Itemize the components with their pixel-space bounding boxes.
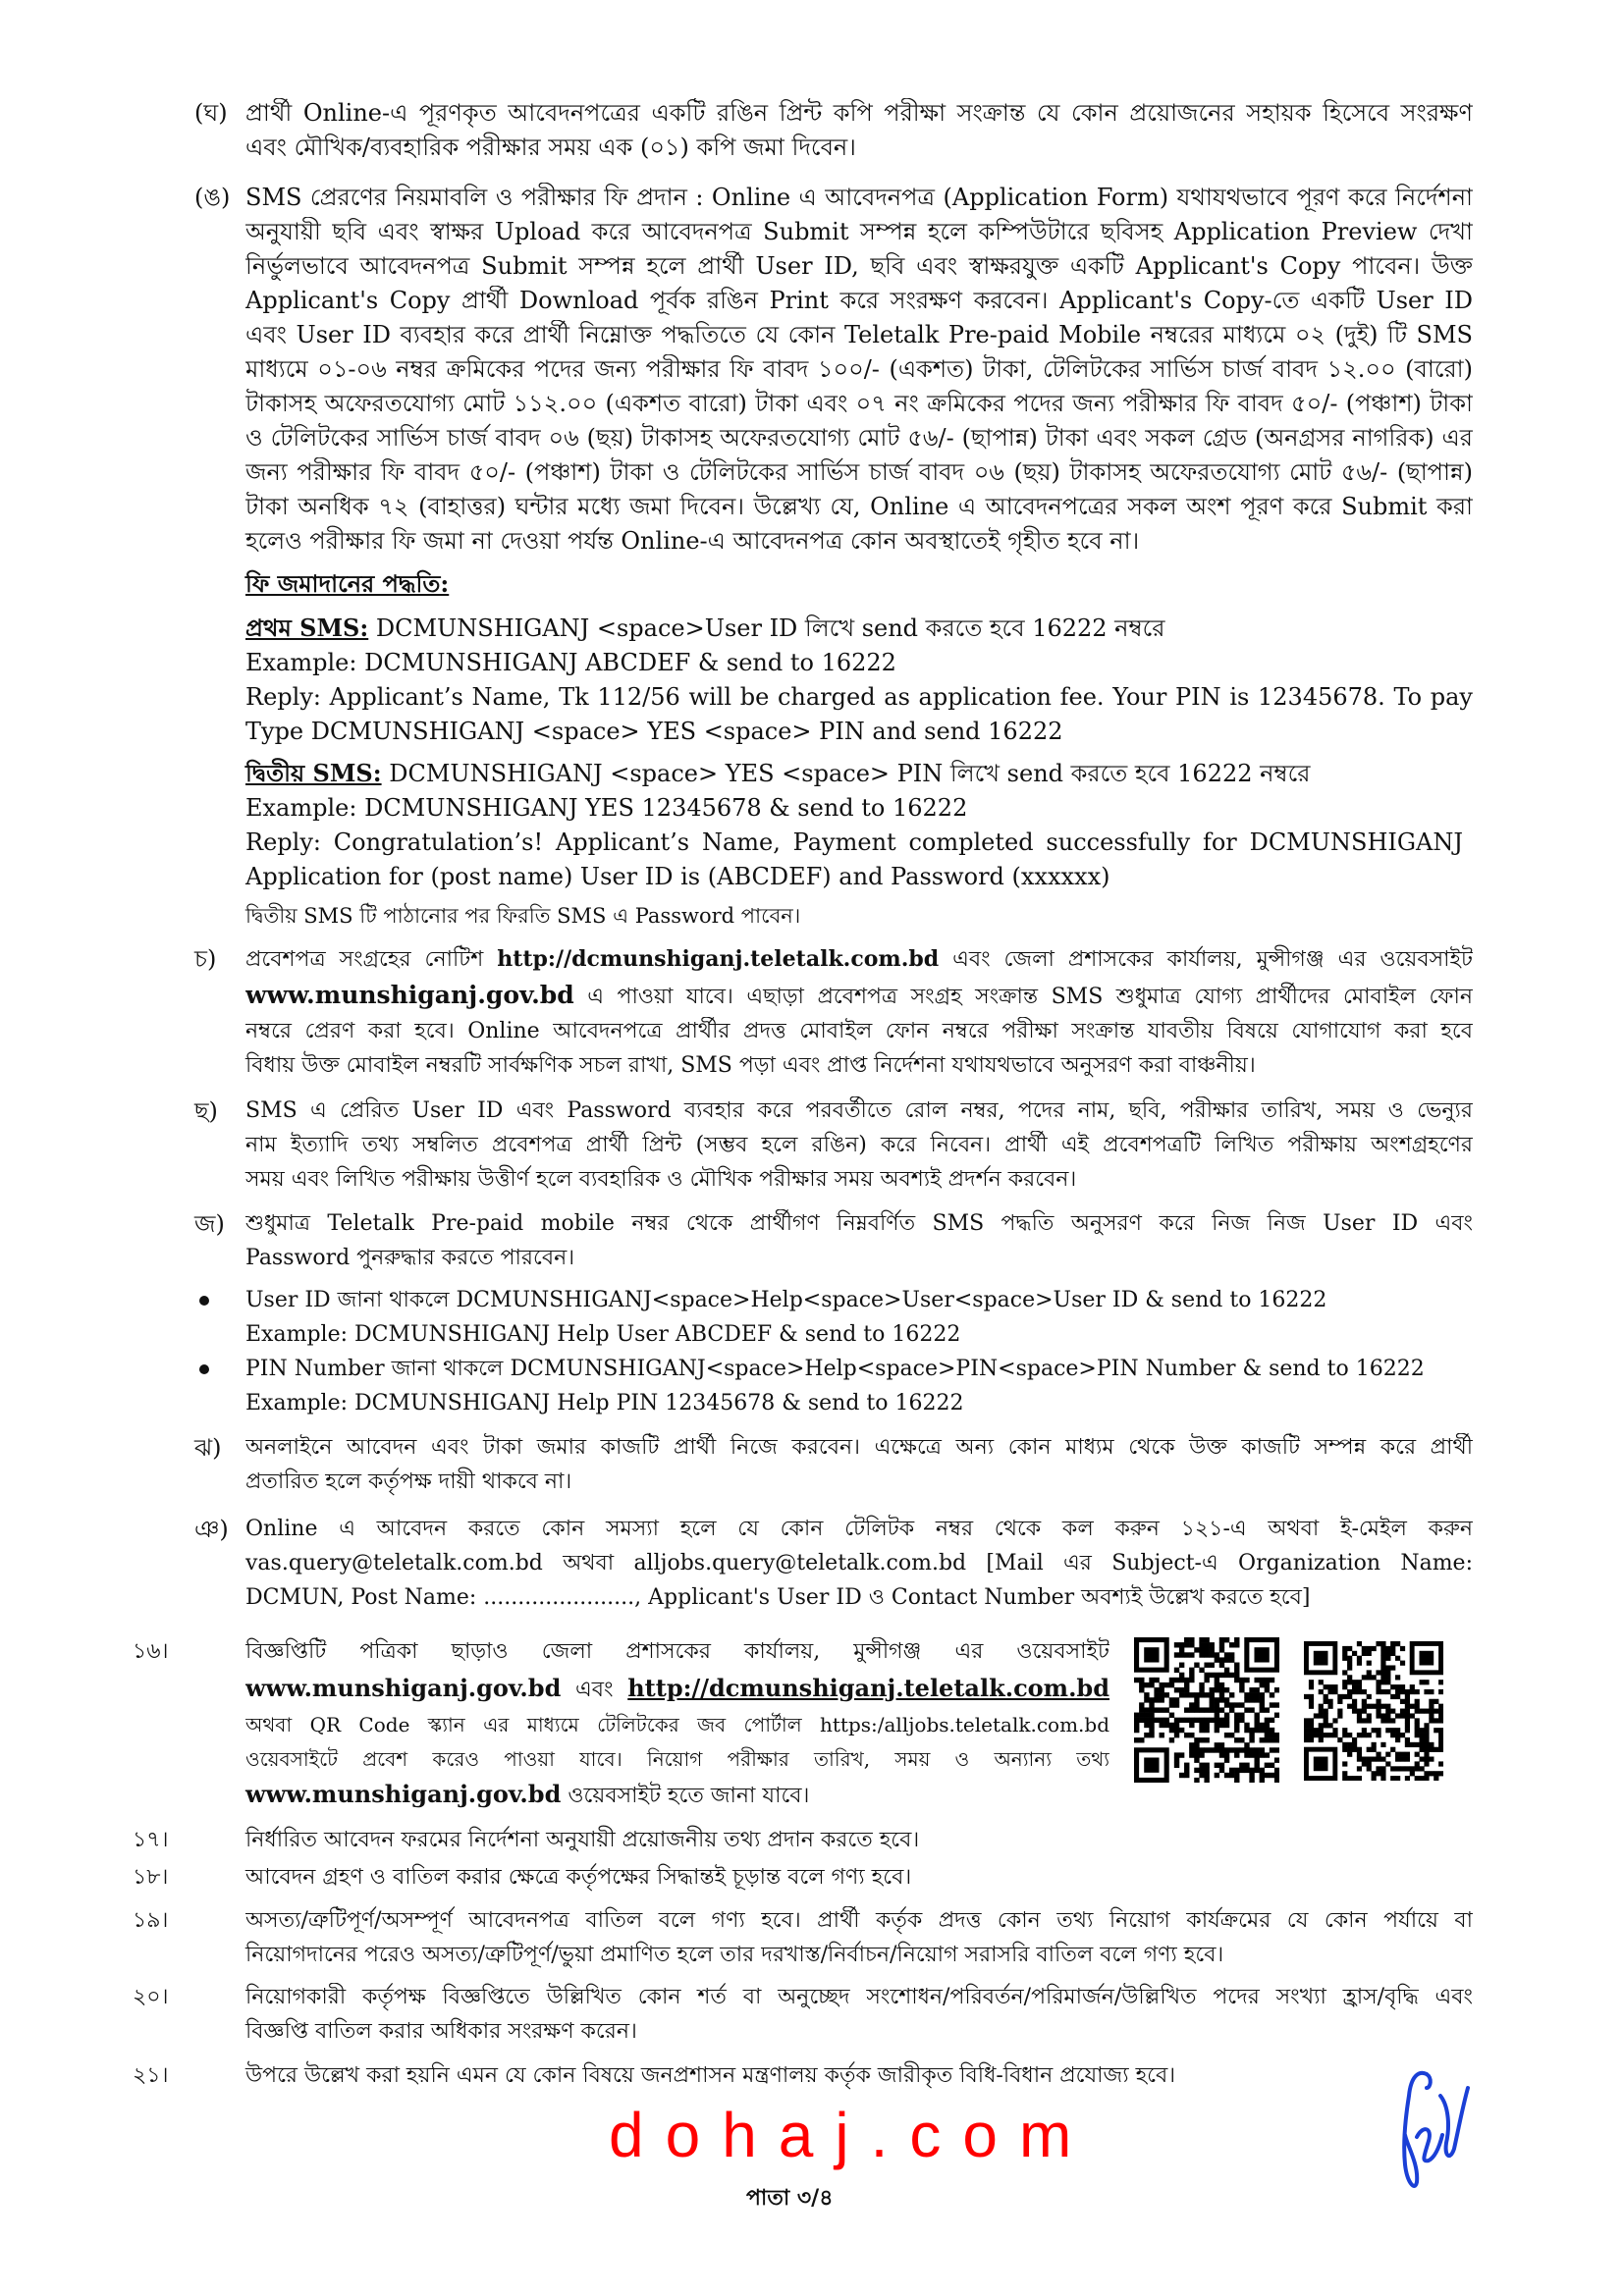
bullet-icon <box>199 1364 209 1374</box>
fee-method-heading: ফি জমাদানের পদ্ধতি: <box>245 569 450 598</box>
text: এবং জেলা প্রশাসকের কার্যালয়, মুন্সীগঞ্জ এর ওয়েবসাইট <box>939 947 1473 972</box>
first-sms-text: DCMUNSHIGANJ <space>User ID লিখে send করতে হবে 16222 নম্বরে <box>368 614 1165 642</box>
item-number: ১৬। <box>133 1639 169 1664</box>
paragraph-line: Password পুনরুদ্ধার করতে পারবেন। <box>245 1246 575 1270</box>
paragraph-line: উপরে উল্লেখ করা হয়নি এমন যে কোন বিষয়ে জনপ্রশাসন মন্ত্রণালয় কর্তৃক জারীকৃত বিধি-বিধান প্রযোজ্য হবে। <box>245 2063 1176 2088</box>
paragraph-line: SMS প্রেরণের নিয়মাবলি ও পরীক্ষার ফি প্রদান : Online এ আবেদনপত্র (Application Form) যথাযথভাবে পূরণ করে নির্দেশনা <box>245 184 1473 211</box>
first-sms-reply: Reply: Applicant’s Name, Tk 112/56 will be charged as application fee. Your PIN is 12345678. To pay <box>245 683 1473 711</box>
second-sms-line <box>245 759 1310 788</box>
item-number: ২০। <box>133 1985 169 2009</box>
paragraph-line: হলেও পরীক্ষার ফি জমা না দেওয়া পর্যন্ত Online-এ আবেদনপত্র কোন অবস্থাতেই গৃহীত হবে না। <box>245 527 1140 555</box>
text: ওয়েবসাইট হতে জানা যাবে। <box>561 1784 810 1808</box>
paragraph-line: Online এ আবেদন করতে কোন সমস্যা হলে যে কোন টেলিটক নম্বর থেকে কল করুন ১২১-এ অথবা ই-মেইল করুন <box>245 1517 1473 1541</box>
paragraph-line: নম্বরে প্রেরণ করা হবে। Online আবেদনপত্রে প্রার্থীর প্রদত্ত মোবাইল ফোন নম্বরে পরীক্ষা সংক্রান্ত যাবতীয় বিষয়ে যোগাযোগ করা হবে <box>245 1019 1473 1043</box>
paragraph-line <box>245 981 1473 1010</box>
paragraph-line: সময় এবং লিখিত পরীক্ষায় উত্তীর্ণ হলে ব্যবহারিক ও মৌখিক পরীক্ষার সময় অবশ্যই প্রদর্শন করবেন। <box>245 1167 1077 1192</box>
paragraph-line: এবং মৌখিক/ব্যবহারিক পরীক্ষার সময় এক (০১) কপি জমা দিবেন। <box>245 133 856 161</box>
paragraph-line: অসত্য/ত্রুটিপূর্ণ/অসম্পূর্ণ আবেদনপত্র বাতিল বলে গণ্য হবে। প্রার্থী কর্তৃক প্রদত্ত কোন তথ্য নিয়োগ কার্যক্রমের যে কোন পর্যায়ে বা <box>245 1908 1473 1933</box>
paragraph-line <box>245 1780 809 1809</box>
paragraph-line: অনুযায়ী ছবি এবং স্বাক্ষর Upload করে আবেদনপত্র Submit সম্পন্ন হলে কম্পিউটারে ছবিসহ Application Preview দেখা <box>245 218 1473 245</box>
bullet-line: PIN Number জানা থাকলে DCMUNSHIGANJ<space>Help<space>PIN<space>PIN Number & send to 16222 <box>245 1357 1425 1381</box>
munshiganj-link[interactable]: www.munshiganj.gov.bd <box>245 1674 562 1702</box>
item-label: জ) <box>194 1210 225 1238</box>
paragraph-line <box>245 944 1473 974</box>
watermark: dohaj.com <box>609 2100 1094 2170</box>
paragraph-line <box>245 1674 1109 1703</box>
first-sms-example: Example: DCMUNSHIGANJ ABCDEF & send to 16222 <box>245 649 896 676</box>
second-sms-text: DCMUNSHIGANJ <space> YES <space> PIN লিখে send করতে হবে 16222 নম্বরে <box>381 760 1311 787</box>
paragraph-line: জন্য পরীক্ষার ফি বাবদ ৫০/- (পঞ্চাশ) টাকা ও টেলিটকের সার্ভিস চার্জ বাবদ ০৬ (ছয়) টাকাসহ অফেরতযোগ্য মোট ৫৬/- (ছাপান্ন) <box>245 458 1473 486</box>
bullet-line: User ID জানা থাকলে DCMUNSHIGANJ<space>Help<space>User<space>User ID & send to 16222 <box>245 1288 1327 1312</box>
paragraph-line: বিজ্ঞপ্তি বাতিল করার অধিকার সংরক্ষণ করেন। <box>245 2019 637 2044</box>
paragraph-line: অথবা QR Code স্ক্যান এর মাধ্যমে টেলিটকের জব পোর্টাল https:/alljobs.teletalk.com.bd <box>245 1713 1109 1736</box>
first-sms-line <box>245 614 1164 643</box>
paragraph-line: SMS এ প্রেরিত User ID এবং Password ব্যবহার করে পরবর্তীতে রোল নম্বর, পদের নাম, ছবি, পরীক্ষার তারিখ, সময় ও ভেন্যুর <box>245 1098 1473 1123</box>
teletalk-link[interactable]: http://dcmunshiganj.teletalk.com.bd <box>497 946 940 972</box>
paragraph-line: আবেদন গ্রহণ ও বাতিল করার ক্ষেত্রে কর্তৃপক্ষের সিদ্ধান্তই চূড়ান্ত বলে গণ্য হবে। <box>245 1865 912 1890</box>
item-label: (ঙ) <box>194 184 231 211</box>
item-number: ১৮। <box>133 1865 169 1890</box>
paragraph-line: শুধুমাত্র Teletalk Pre-paid mobile নম্বর থেকে প্রার্থীগণ নিম্নবর্ণিত SMS পদ্ধতি অনুসরণ করে নিজ নিজ User ID এবং <box>245 1211 1473 1236</box>
paragraph-line: নাম ইত্যাদি তথ্য সম্বলিত প্রবেশপত্র প্রার্থী প্রিন্ট (সম্ভব হলে রঙিন) করে নিবেন। প্রার্থী এই প্রবেশপত্রটি লিখিত পরীক্ষায় অংশগ্রহণের <box>245 1133 1473 1157</box>
first-sms-reply-cont: Type DCMUNSHIGANJ <space> YES <space> PIN and send 16222 <box>245 718 1063 745</box>
paragraph-line: প্রার্থী Online-এ পূরণকৃত আবেদনপত্রের একটি রঙিন প্রিন্ট কপি পরীক্ষা সংক্রান্ত যে কোন প্রয়োজনের সহায়ক হিসেবে সংরক্ষণ <box>245 99 1473 127</box>
paragraph-line: বিজ্ঞপ্তিটি পত্রিকা ছাড়াও জেলা প্রশাসকের কার্যালয়, মুন্সীগঞ্জ এর ওয়েবসাইট <box>245 1639 1109 1664</box>
paragraph-line: নিয়োগকারী কর্তৃপক্ষ বিজ্ঞপ্তিতে উল্লিখিত কোন শর্ত বা অনুচ্ছেদ সংশোধন/পরিবর্তন/পরিমার্জন/উল্লিখিত পদের সংখ্যা হ্রাস/বৃদ্ধি এবং <box>245 1985 1473 2009</box>
second-sms-reply: Reply: Congratulation’s! Applicant’s Name, Payment completed successfully for DCMUNSHIGANJ <box>245 828 1463 856</box>
item-label: ঝ) <box>194 1434 222 1462</box>
paragraph-line: DCMUN, Post Name: ......................, Applicant's User ID ও Contact Number অবশ্যই উল্লেখ করতে হবে] <box>245 1585 1311 1610</box>
teletalk-link[interactable]: http://dcmunshiganj.teletalk.com.bd <box>627 1674 1109 1702</box>
item-label: (ঘ) <box>194 99 228 127</box>
qr-code[interactable] <box>1304 1641 1443 1781</box>
paragraph-line: প্রতারিত হলে কর্তৃপক্ষ দায়ী থাকবে না। <box>245 1469 572 1494</box>
paragraph-line: vas.query@teletalk.com.bd অথবা alljobs.query@teletalk.com.bd [Mail এর Subject-এ Organization Name: <box>245 1551 1473 1575</box>
item-label: ঞ) <box>194 1516 229 1543</box>
first-sms-label: প্রথম SMS: <box>245 614 369 642</box>
paragraph-line: এবং User ID ব্যবহার করে প্রার্থী নিম্নোক্ত পদ্ধতিতে যে কোন Teletalk Pre-paid Mobile নম্বরের মাধ্যমে ০২ (দুই) টি SMS <box>245 321 1473 348</box>
qr-code[interactable] <box>1134 1637 1279 1783</box>
item-number: ১৭। <box>133 1828 169 1852</box>
paragraph-line: টাকাসহ অফেরতযোগ্য মোট ১১২.০০ (একশত বারো) টাকা এবং ০৭ নং ক্রমিকের পদের জন্য পরীক্ষার ফি বাবদ ৫০/- (পঞ্চাশ) টাকা <box>245 390 1473 417</box>
second-sms-example: Example: DCMUNSHIGANJ YES 12345678 & send to 16222 <box>245 794 968 822</box>
paragraph-line: Applicant's Copy প্রার্থী Download পূর্বক রঙিন Print করে সংরক্ষণ করবেন। Applicant's Copy-তে একটি User ID <box>245 287 1473 314</box>
item-number: ২১। <box>133 2063 169 2088</box>
text: এবং <box>561 1678 628 1702</box>
paragraph-line: টাকা অনধিক ৭২ (বাহাত্তর) ঘন্টার মধ্যে জমা দিবেন। উল্লেখ্য যে, Online এ আবেদনপত্রের সকল অংশ পূরণ করে Submit করা <box>245 493 1473 520</box>
paragraph-line: বিধায় উক্ত মোবাইল নম্বরটি সার্বক্ষণিক সচল রাখা, SMS পড়া এবং প্রাপ্ত নির্দেশনা যথাযথভাবে অনুসরণ করা বাঞ্চনীয়। <box>245 1053 1256 1078</box>
paragraph-line: অনলাইনে আবেদন এবং টাকা জমার কাজটি প্রার্থী নিজে করবেন। এক্ষেত্রে অন্য কোন মাধ্যম থেকে উক্ত কাজটি সম্পন্ন করে প্রার্থী <box>245 1435 1473 1460</box>
paragraph-line: ও টেলিটকের সার্ভিস চার্জ বাবদ ০৬ (ছয়) টাকাসহ অফেরতযোগ্য মোট ৫৬/- (ছাপান্ন) টাকা এবং সকল গ্রেড (অনগ্রসর নাগরিক) এর <box>245 424 1473 452</box>
munshiganj-link[interactable]: www.munshiganj.gov.bd <box>245 981 574 1009</box>
item-label: চ) <box>194 945 217 973</box>
paragraph-line: নির্ধারিত আবেদন ফরমের নির্দেশনা অনুযায়ী প্রয়োজনীয় তথ্য প্রদান করতে হবে। <box>245 1828 920 1852</box>
page-number: পাতা ৩/৪ <box>746 2185 834 2211</box>
paragraph-line: নির্ভুলভাবে আবেদনপত্র Submit সম্পন্ন হলে প্রার্থী User ID, ছবি এবং স্বাক্ষরযুক্ত একটি Applicant's Copy পাবেন। উক্ত <box>245 252 1473 280</box>
text: প্রবেশপত্র সংগ্রহের নোটিশ <box>245 947 498 972</box>
paragraph-line: মাধ্যমে ০১-০৬ নম্বর ক্রমিকের পদের জন্য পরীক্ষার ফি বাবদ ১০০/- (একশত) টাকা, টেলিটকের সার্ভিস চার্জ বাবদ ১২.০০ (বারো) <box>245 355 1473 383</box>
text: এ পাওয়া যাবে। এছাড়া প্রবেশপত্র সংগ্রহ সংক্রান্ত SMS শুধুমাত্র যোগ্য প্রার্থীদের মোবাইল ফোন <box>573 985 1473 1009</box>
bullet-example: Example: DCMUNSHIGANJ Help User ABCDEF & send to 16222 <box>245 1322 961 1347</box>
paragraph-line: নিয়োগদানের পরেও অসত্য/ত্রুটিপূর্ণ/ভুয়া প্রমাণিত হলে তার দরখাস্ত/নির্বাচন/নিয়োগ সরাসরি বাতিল বলে গণ্য হবে। <box>245 1943 1224 1967</box>
second-sms-reply-cont: Application for (post name) User ID is (ABCDEF) and Password (xxxxxx) <box>245 863 1110 890</box>
item-number: ১৯। <box>133 1908 169 1933</box>
item-label: ছ) <box>194 1097 218 1125</box>
bullet-example: Example: DCMUNSHIGANJ Help PIN 12345678 & send to 16222 <box>245 1391 964 1415</box>
second-sms-note: দ্বিতীয় SMS টি পাঠানোর পর ফিরতি SMS এ Password পাবেন। <box>245 904 801 928</box>
second-sms-label: দ্বিতীয় SMS: <box>245 759 382 787</box>
bullet-icon <box>199 1296 209 1306</box>
paragraph-line: ওয়েবসাইটে প্রবেশ করেও পাওয়া যাবে। নিয়োগ পরীক্ষার তারিখ, সময় ও অন্যান্য তথ্য <box>245 1747 1109 1771</box>
munshiganj-link[interactable]: www.munshiganj.gov.bd <box>245 1780 562 1808</box>
signature <box>1389 2066 1488 2194</box>
